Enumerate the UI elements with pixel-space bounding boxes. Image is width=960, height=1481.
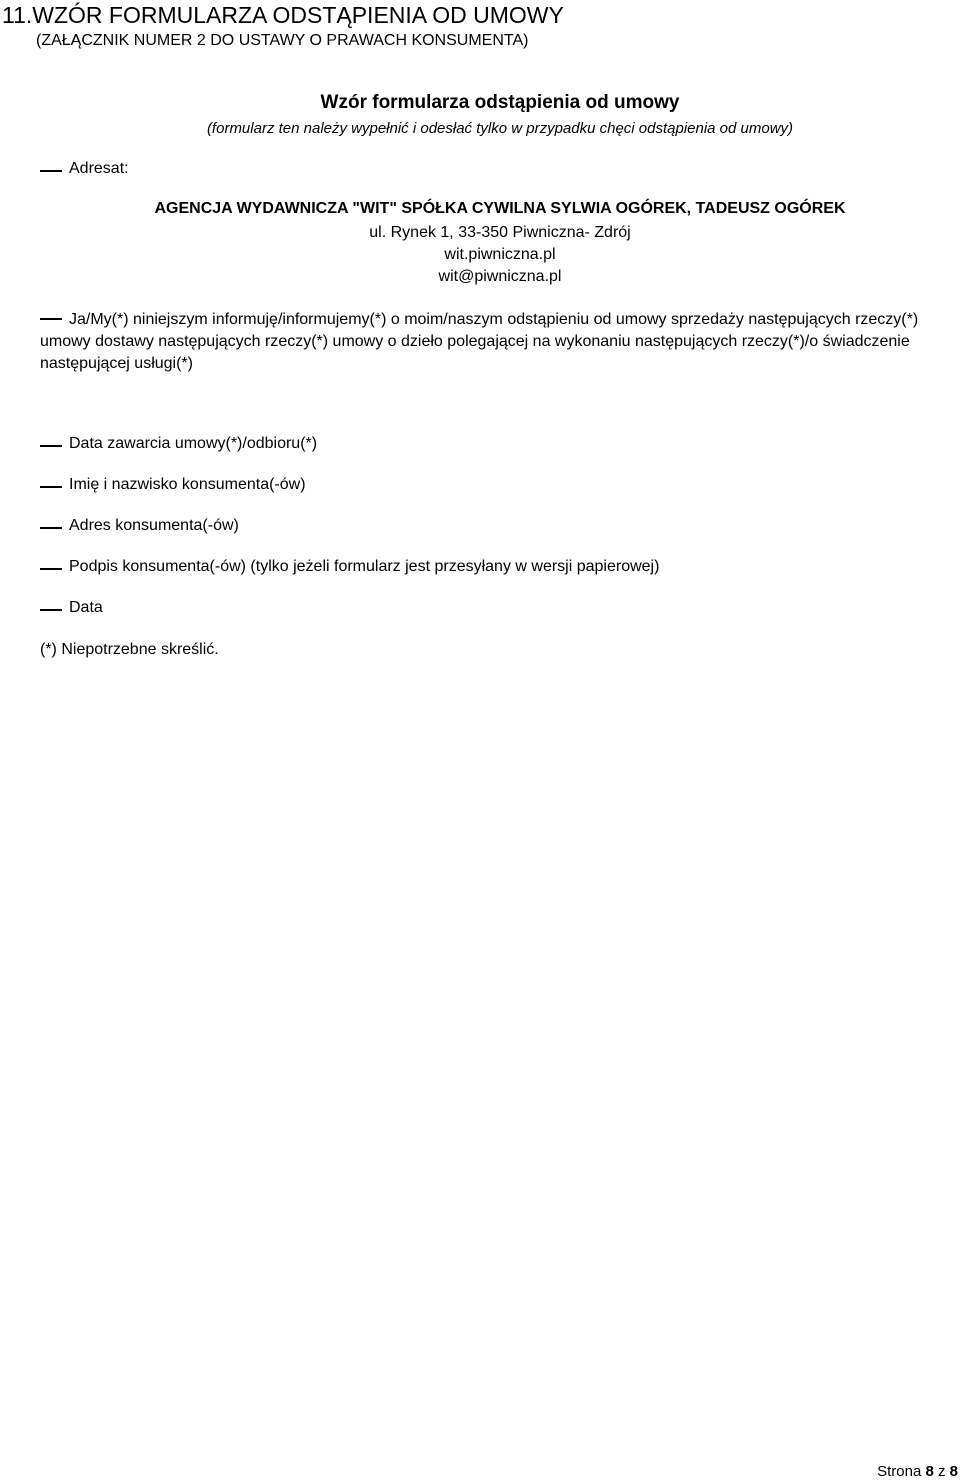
of-word: z [937, 1463, 946, 1480]
field-consumer-name: Imię i nazwisko konsumenta(-ów) [69, 476, 306, 493]
dash-marker [40, 527, 62, 529]
field-contract-date: Data zawarcia umowy(*)/odbioru(*) [69, 435, 318, 452]
field-date: Data [69, 599, 103, 616]
dash-marker [40, 445, 62, 447]
form-title: Wzór formularza odstąpienia od umowy [320, 92, 680, 113]
dash-marker [40, 486, 62, 488]
section-title: 11.WZÓR FORMULARZA ODSTĄPIENIA OD UMOWY [2, 2, 564, 28]
form-note: (formularz ten należy wypełnić i odesłać tylko w przypadku chęci odstąpienia od umowy) [206, 120, 794, 137]
company-website: wit.piwniczna.pl [444, 246, 556, 263]
withdrawal-statement: Ja/My(*) niniejszym informuję/informujemy(*) o moim/naszym odstąpieniu od umowy sprzedaży następujących rzeczy(*) umowy dostawy następujących rzeczy(*) umowy o dzieło polegającej na wykonaniu następujących rzeczy(*)/o świadczenie następującej usługi(*) [40, 311, 919, 372]
field-consumer-address: Adres konsumenta(-ów) [69, 517, 239, 534]
page-word: Strona [877, 1463, 922, 1480]
dash-marker [40, 609, 62, 611]
company-name: AGENCJA WYDAWNICZA "WIT" SPÓŁKA CYWILNA SYLWIA OGÓREK, TADEUSZ OGÓREK [154, 200, 846, 217]
page-total: 8 [949, 1463, 958, 1480]
company-address: ul. Rynek 1, 33-350 Piwniczna- Zdrój [369, 224, 631, 241]
section-subtitle: (ZAŁĄCZNIK NUMER 2 DO USTAWY O PRAWACH KONSUMENTA) [36, 32, 529, 49]
addressee-label: Adresat: [69, 160, 129, 177]
field-consumer-signature: Podpis konsumenta(-ów) (tylko jeżeli formularz jest przesyłany w wersji papierowej) [69, 558, 660, 575]
page-footer [877, 1463, 958, 1481]
dash-marker [40, 170, 62, 172]
page-number: 8 [925, 1463, 934, 1480]
footnote: (*) Niepotrzebne skreślić. [40, 641, 219, 658]
company-email: wit@piwniczna.pl [438, 268, 562, 285]
dash-marker [40, 568, 62, 570]
